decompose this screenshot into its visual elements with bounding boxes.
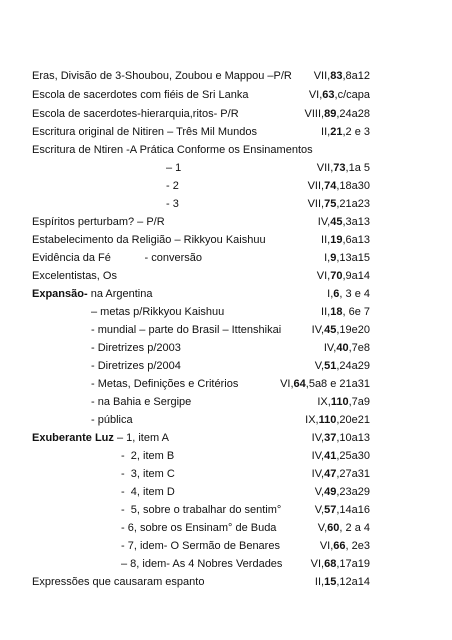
entry-reference xyxy=(312,446,370,466)
entry-reference xyxy=(311,554,370,574)
entry-term: - mundial – parte do Brasil – Ittenshikai xyxy=(91,324,282,336)
ref-lines: ,19e20 xyxy=(336,324,370,336)
entry-reference xyxy=(308,194,370,214)
ref-volume: IV, xyxy=(311,468,325,480)
entry-term: Escritura de Ntiren -A Prática Conforme os Ensinamentos xyxy=(32,144,313,156)
index-entry xyxy=(0,212,452,232)
ref-page: 15 xyxy=(324,576,337,588)
entry-term: – metas p/Rikkyou Kaishuu xyxy=(91,306,225,318)
ref-page: 49 xyxy=(324,486,337,498)
ref-lines: ,9a14 xyxy=(342,270,370,282)
ref-page: 18 xyxy=(330,306,343,318)
ref-page: 45 xyxy=(324,324,337,336)
ref-volume: I, xyxy=(327,288,334,300)
ref-lines: ,13a15 xyxy=(336,252,370,264)
ref-page: 83 xyxy=(330,70,343,82)
entry-term: Excelentistas, Os xyxy=(32,270,117,282)
entry-reference xyxy=(324,338,370,358)
entry-term: - 4, item D xyxy=(121,486,175,498)
index-entry xyxy=(0,572,452,592)
ref-lines: ,c/capa xyxy=(334,89,370,101)
ref-lines: ,5a8 e 21a31 xyxy=(305,378,370,390)
entry-reference xyxy=(320,536,370,556)
ref-lines: ,1a 5 xyxy=(345,162,370,174)
entry-term: Eras, Divisão de 3-Shoubou, Zoubou e Mappou –P/R xyxy=(32,70,292,82)
entry-reference xyxy=(312,464,370,484)
entry-term: - 5, sobre o trabalhar do sentim° xyxy=(121,504,282,516)
ref-volume: VII, xyxy=(307,198,325,210)
entry-reference xyxy=(305,104,370,124)
index-entry xyxy=(0,428,452,448)
index-entry xyxy=(0,158,452,178)
entry-reference xyxy=(312,428,370,448)
ref-volume: V, xyxy=(314,486,325,498)
entry-term: - Diretrizes p/2004 xyxy=(91,360,181,372)
ref-page: 63 xyxy=(322,89,335,101)
ref-lines: ,23a29 xyxy=(336,486,370,498)
entry-term: - 3, item C xyxy=(121,468,175,480)
ref-page: 47 xyxy=(324,468,337,480)
ref-page: 21 xyxy=(330,126,343,138)
entry-reference xyxy=(327,284,370,304)
entry-reference xyxy=(309,85,370,105)
entry-term: Escola de sacerdotes-hierarquia,ritos- P/R xyxy=(32,108,239,120)
index-entry xyxy=(0,374,452,394)
entry-term: - pública xyxy=(91,414,133,426)
entry-term: - na Bahia e Sergipe xyxy=(91,396,192,408)
ref-volume: IV, xyxy=(317,216,331,228)
ref-lines: ,18a30 xyxy=(336,180,370,192)
ref-volume: VI, xyxy=(310,558,325,570)
index-entry xyxy=(0,194,452,214)
ref-volume: V, xyxy=(317,522,328,534)
index-entry xyxy=(0,518,452,538)
entry-reference xyxy=(315,482,370,502)
entry-term: - Metas, Definições e Critérios xyxy=(91,378,239,390)
ref-page: 110 xyxy=(318,414,337,426)
ref-page: 57 xyxy=(324,504,337,516)
index-entry xyxy=(0,392,452,412)
ref-lines: ,8a12 xyxy=(342,70,370,82)
ref-lines: ,7e8 xyxy=(348,342,370,354)
index-entry xyxy=(0,176,452,196)
ref-page: 74 xyxy=(324,180,337,192)
ref-page: 73 xyxy=(333,162,346,174)
entry-reference xyxy=(308,176,370,196)
ref-page: 19 xyxy=(330,234,343,246)
ref-lines: ,24a29 xyxy=(336,360,370,372)
index-entry xyxy=(0,248,452,268)
ref-page: 60 xyxy=(327,522,340,534)
ref-page: 70 xyxy=(330,270,343,282)
ref-page: 64 xyxy=(293,378,306,390)
entry-heading: Exuberante Luz xyxy=(32,432,114,444)
entry-term: - Diretrizes p/2003 xyxy=(91,342,181,354)
ref-lines: , 2 a 4 xyxy=(339,522,370,534)
ref-lines: ,27a31 xyxy=(336,468,370,480)
entry-term: Espíritos perturbam? – P/R xyxy=(32,216,165,228)
ref-volume: II, xyxy=(321,126,331,138)
ref-lines: ,21a23 xyxy=(336,198,370,210)
entry-reference xyxy=(317,392,370,412)
index-entry xyxy=(0,230,452,250)
ref-volume: VIII, xyxy=(304,108,325,120)
entry-reference xyxy=(305,410,370,430)
entry-term: - 2 xyxy=(166,180,179,192)
ref-page: 9 xyxy=(330,252,337,264)
ref-volume: IX, xyxy=(317,396,331,408)
ref-page: 110 xyxy=(330,396,349,408)
ref-volume: IX, xyxy=(305,414,319,426)
ref-lines: ,6a13 xyxy=(342,234,370,246)
entry-reference xyxy=(315,500,370,520)
ref-page: 66 xyxy=(333,540,346,552)
entry-term: - 3 xyxy=(166,198,179,210)
entry-term: - 7, idem- O Sermão de Benares xyxy=(121,540,280,552)
index-entry xyxy=(0,284,452,304)
index-entry xyxy=(0,338,452,358)
ref-volume: II, xyxy=(321,234,331,246)
entry-term: - 2, item B xyxy=(121,450,175,462)
ref-page: 51 xyxy=(324,360,337,372)
entry-reference xyxy=(321,302,370,322)
entry-subterm: – 1, item A xyxy=(113,432,169,444)
ref-lines: ,10a13 xyxy=(336,432,370,444)
ref-lines: ,14a16 xyxy=(336,504,370,516)
entry-term xyxy=(32,284,152,304)
ref-volume: VI, xyxy=(319,540,334,552)
entry-heading: Expansão- xyxy=(32,288,88,300)
ref-volume: II, xyxy=(321,306,331,318)
index-entry xyxy=(0,536,452,556)
index-entry xyxy=(0,500,452,520)
entry-reference xyxy=(321,122,370,142)
entry-reference xyxy=(318,518,370,538)
ref-volume: II, xyxy=(314,576,325,588)
entry-term: Escola de sacerdotes com fiéis de Sri Lanka xyxy=(32,89,249,101)
ref-volume: VII, xyxy=(307,180,325,192)
index-entry xyxy=(0,464,452,484)
ref-volume: IV, xyxy=(323,342,337,354)
entry-reference xyxy=(315,572,370,592)
index-entry xyxy=(0,66,452,86)
entry-term: – 1 xyxy=(166,162,182,174)
ref-lines: , 6e 7 xyxy=(342,306,370,318)
ref-page: 89 xyxy=(324,108,337,120)
entry-term xyxy=(32,428,169,448)
ref-lines: ,7a9 xyxy=(348,396,370,408)
ref-page: 75 xyxy=(324,198,337,210)
ref-lines: ,2 e 3 xyxy=(342,126,370,138)
ref-volume: VII, xyxy=(316,162,334,174)
entry-reference xyxy=(280,374,370,394)
ref-page: 40 xyxy=(336,342,349,354)
entry-term: – 8, idem- As 4 Nobres Verdades xyxy=(121,558,283,570)
ref-lines: ,25a30 xyxy=(336,450,370,462)
ref-volume: V, xyxy=(314,360,325,372)
ref-lines: , 3 e 4 xyxy=(339,288,370,300)
ref-page: 68 xyxy=(324,558,337,570)
entry-term: Evidência da Fé - conversão xyxy=(32,252,202,264)
entry-term: Escritura original de Nitiren – Três Mil Mundos xyxy=(32,126,257,138)
entry-reference xyxy=(314,66,370,86)
entry-reference xyxy=(321,230,370,250)
index-entry xyxy=(0,140,452,160)
index-entry xyxy=(0,85,452,105)
index-entry xyxy=(0,302,452,322)
index-entry xyxy=(0,554,452,574)
ref-lines: ,17a19 xyxy=(336,558,370,570)
index-entry xyxy=(0,446,452,466)
entry-subterm: na Argentina xyxy=(87,288,153,300)
index-entry xyxy=(0,356,452,376)
ref-volume: IV, xyxy=(311,432,325,444)
ref-page: 45 xyxy=(330,216,343,228)
entry-reference xyxy=(317,266,370,286)
index-entry xyxy=(0,410,452,430)
entry-reference xyxy=(318,212,370,232)
entry-term: Expressões que causaram espanto xyxy=(32,576,205,588)
index-entry xyxy=(0,104,452,124)
entry-term: Estabelecimento da Religião – Rikkyou Kaishuu xyxy=(32,234,266,246)
index-entry xyxy=(0,482,452,502)
entry-reference xyxy=(317,158,370,178)
ref-lines: ,20e21 xyxy=(336,414,370,426)
ref-page: 41 xyxy=(324,450,337,462)
ref-volume: V, xyxy=(314,504,325,516)
ref-volume: IV, xyxy=(311,324,325,336)
entry-reference xyxy=(312,320,370,340)
ref-volume: IV, xyxy=(311,450,325,462)
ref-lines: ,3a13 xyxy=(342,216,370,228)
ref-lines: ,12a14 xyxy=(336,576,370,588)
ref-volume: VI, xyxy=(316,270,331,282)
ref-page: 6 xyxy=(333,288,340,300)
ref-lines: , 2e3 xyxy=(345,540,370,552)
ref-volume: VI, xyxy=(280,378,294,390)
index-entry xyxy=(0,320,452,340)
ref-lines: ,24a28 xyxy=(336,108,370,120)
entry-reference xyxy=(315,356,370,376)
entry-reference xyxy=(324,248,370,268)
ref-page: 37 xyxy=(324,432,337,444)
index-entry xyxy=(0,266,452,286)
ref-volume: I, xyxy=(324,252,331,264)
index-entry xyxy=(0,122,452,142)
ref-volume: VII, xyxy=(313,70,331,82)
ref-volume: VI, xyxy=(308,89,323,101)
entry-term: - 6, sobre os Ensinam° de Buda xyxy=(121,522,277,534)
